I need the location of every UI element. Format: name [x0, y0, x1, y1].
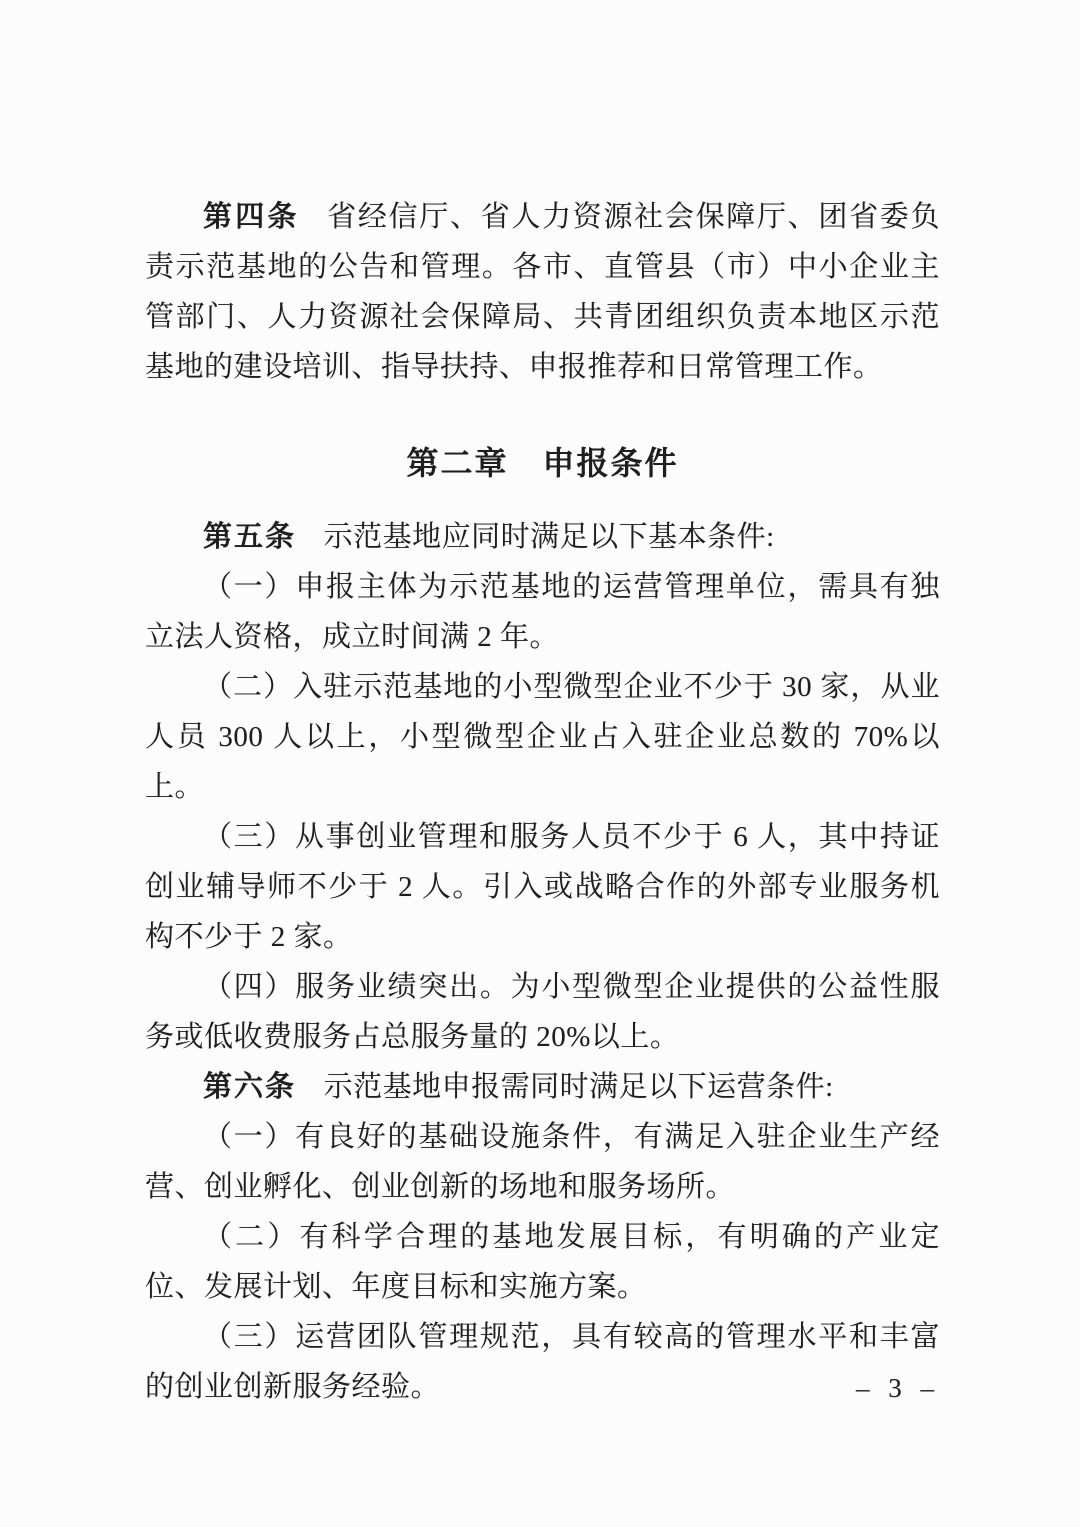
article-5-label: 第五条	[203, 521, 297, 553]
chapter-2-heading: 第二章 申报条件	[406, 445, 679, 481]
article-5-item-2: （二）入驻示范基地的小型微型企业不少于 30 家，从业人员 300 人以上，小型微型企业占入驻企业总数的 70%以上。	[145, 671, 940, 803]
article-6-item-1: （一）有良好的基础设施条件，有满足入驻企业生产经营、创业孵化、创业创新的场地和服务场所。	[145, 1121, 940, 1203]
article-4-paragraph	[145, 192, 940, 392]
article-6-paragraph	[145, 1062, 940, 1112]
article-6-label: 第六条	[203, 1071, 297, 1103]
article-5-item-4: （四）服务业绩突出。为小型微型企业提供的公益性服务或低收费服务占总服务量的 20%以上。	[145, 971, 940, 1053]
article-5-item-1: （一）申报主体为示范基地的运营管理单位，需具有独立法人资格，成立时间满 2 年。	[145, 571, 940, 653]
article-6-item-3: （三）运营团队管理规范，具有较高的管理水平和丰富的创业创新服务经验。	[145, 1321, 940, 1403]
article-6-item-2: （二）有科学合理的基地发展目标，有明确的产业定位、发展计划、年度目标和实施方案。	[145, 1221, 940, 1303]
page-number: – 3 –	[856, 1373, 940, 1403]
article-5-intro: 示范基地应同时满足以下基本条件:	[323, 521, 775, 553]
article-6-intro: 示范基地申报需同时满足以下运营条件:	[323, 1071, 834, 1103]
article-4-text: 省经信厅、省人力资源社会保障厅、团省委负责示范基地的公告和管理。各市、直管县（市）中小企业主管部门、人力资源社会保障局、共青团组织负责本地区示范基地的建设培训、指导扶持、申报推荐和日常管理工作。	[145, 201, 940, 383]
article-4-label: 第四条	[203, 201, 300, 233]
article-5-item-3: （三）从事创业管理和服务人员不少于 6 人，其中持证创业辅导师不少于 2 人。引入或战略合作的外部专业服务机构不少于 2 家。	[145, 821, 940, 953]
document-body	[145, 192, 940, 1412]
article-5-paragraph	[145, 512, 940, 562]
